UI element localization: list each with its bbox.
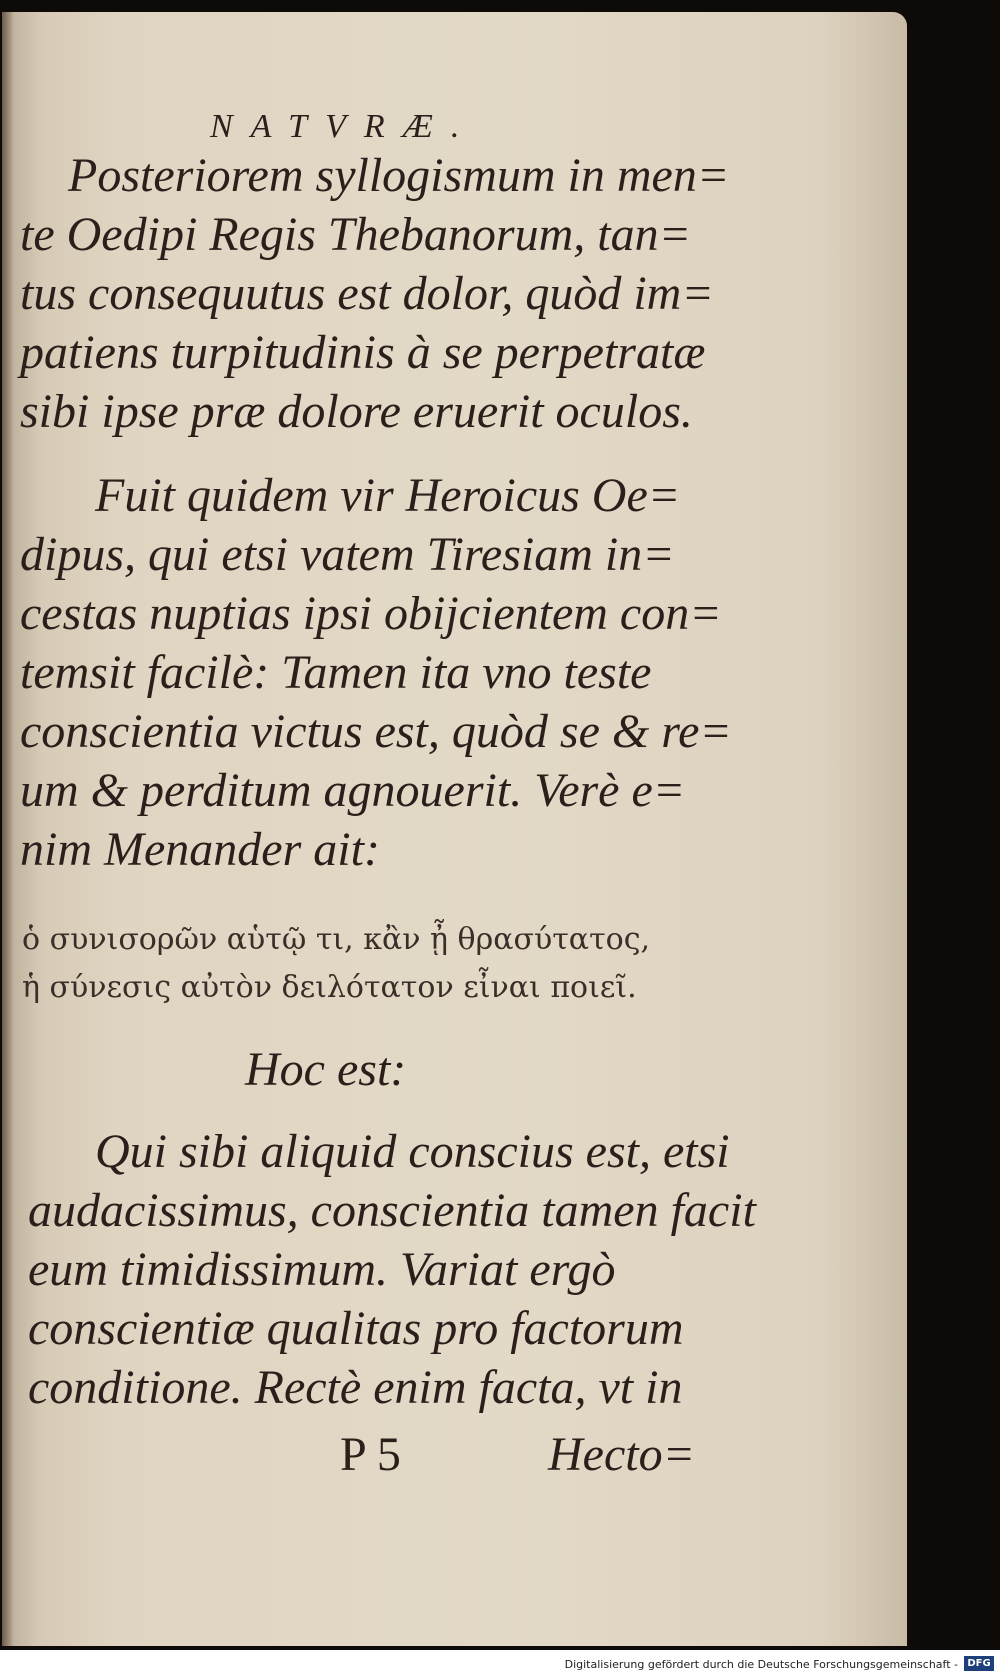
- dfg-logo: DFG: [964, 1656, 994, 1671]
- greek-line-2: ἡ σύνεσις αὐτὸν δειλότατον εἶναι ποιεῖ.: [22, 970, 637, 1005]
- p1-line-2: te Oedipi Regis Thebanorum, tan=: [20, 208, 691, 261]
- p1-line-5: sibi ipse præ dolore eruerit oculos.: [20, 385, 693, 438]
- funding-notice: Digitalisierung gefördert durch die Deutsche Forschungsgemeinschaft -: [564, 1658, 958, 1671]
- p2-line-2: dipus, qui etsi vatem Tiresiam in=: [20, 528, 675, 581]
- p3-line-2: audacissimus, conscientia tamen facit: [28, 1184, 756, 1237]
- p2-line-3: cestas nuptias ipsi obijcientem con=: [20, 587, 722, 640]
- hoc-est-heading: Hoc est:: [245, 1043, 407, 1096]
- p3-line-4: conscientiæ qualitas pro factorum: [28, 1302, 684, 1355]
- p3-line-5: conditione. Rectè enim facta, vt in: [28, 1361, 683, 1414]
- catchword: Hecto=: [548, 1428, 695, 1481]
- footer-bar: [0, 1650, 1000, 1680]
- p1-line-3: tus consequutus est dolor, quòd im=: [20, 267, 714, 320]
- p2-line-5: conscientia victus est, quòd se & re=: [20, 705, 732, 758]
- greek-line-1: ὁ συνισορῶν αὑτῷ τι, κἂν ᾖ θρασύτατος,: [22, 922, 651, 957]
- p2-line-1: Fuit quidem vir Heroicus Oe=: [95, 469, 681, 522]
- p1-line-1: Posteriorem syllogismum in men=: [68, 149, 730, 202]
- running-header: NATVRÆ.: [210, 108, 478, 145]
- p2-line-4: temsit facilè: Tamen ita vno teste: [20, 646, 652, 699]
- p2-line-7: nim Menander ait:: [20, 823, 380, 876]
- p3-line-3: eum timidissimum. Variat ergò: [28, 1243, 616, 1296]
- page-gutter-shadow: [2, 12, 14, 1646]
- signature-mark: P 5: [340, 1428, 401, 1481]
- p1-line-4: patiens turpitudinis à se perpetratæ: [20, 326, 706, 379]
- p2-line-6: um & perditum agnouerit. Verè e=: [20, 764, 686, 817]
- p3-line-1: Qui sibi aliquid conscius est, etsi: [95, 1125, 730, 1178]
